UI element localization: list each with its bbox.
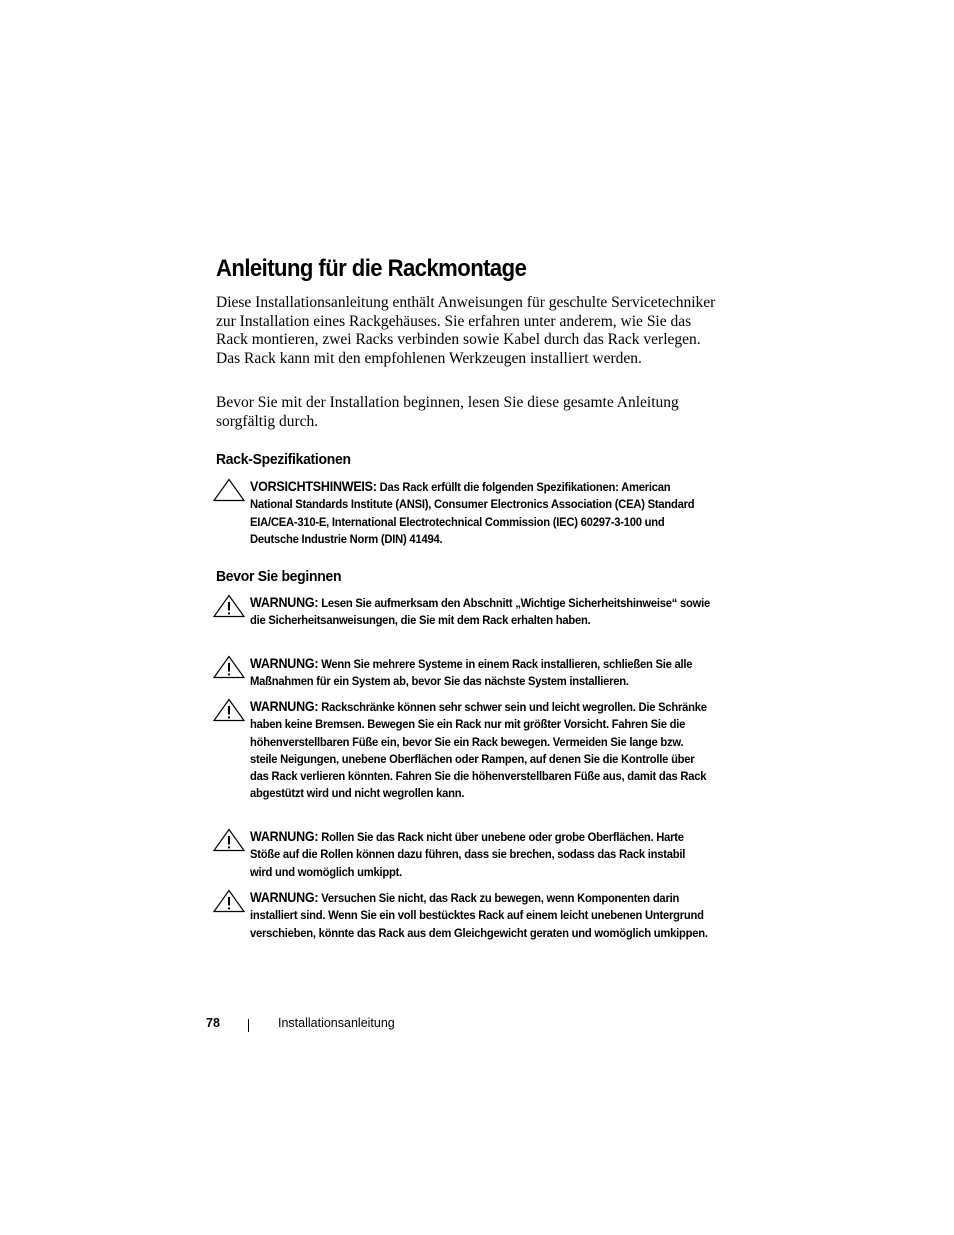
warning-body: Lesen Sie aufmerksam den Abschnitt „Wichtige Sicherheitshinweise“ sowie die Sicherheitsanweisungen, die Sie mit dem Rack erhalten haben.: [250, 596, 711, 628]
caution-text: [250, 478, 710, 548]
intro-paragraph: Diese Installationsanleitung enthält Anweisungen für geschulte Servicetechniker zur Installation eines Rackgehäuses. Sie erfahren unter anderem, wie Sie das Rack montieren, zwei Racks verbinden sowie Kabel durch das Rack verlegen. Das Rack kann mit den empfohlenen Werkzeugen installiert werden.: [216, 294, 716, 367]
intro-paragraph: Bevor Sie mit der Installation beginnen, lesen Sie diese gesamte Anleitung sorgfältig durch.: [216, 394, 679, 430]
page-number: 78: [206, 1016, 220, 1030]
warning-body: Rackschränke können sehr schwer sein und leicht wegrollen. Die Schränke haben keine Bremsen. Bewegen Sie ein Rack nur mit größter Vorsicht. Fahren Sie die höhenverstellbaren Füße ein, bevor Sie ein Rack bewegen. Vermeiden Sie lange bzw. steile Neigungen, unebene Oberflächen oder Rampen, auf denen Sie die Kontrolle über das Rack verlieren könnten. Fahren Sie die höhenverstellbaren Füße aus, damit das Rack abgestützt wird und nicht wegrollen kann.: [250, 700, 707, 801]
warning-text: [250, 828, 710, 881]
warning-triangle-icon: [212, 594, 246, 618]
caution-label: VORSICHTSHINWEIS:: [250, 479, 377, 494]
warning-text: [250, 889, 710, 942]
caution-body: Das Rack erfüllt die folgenden Spezifikationen: American National Standards Institute (ANSI), Consumer Electronics Association (CEA) Standard EIA/CEA-310-E, International Electrotechnical Commission (IEC) 60297-3-100 und Deutsche Industrie Norm (DIN) 41494.: [250, 480, 695, 546]
caution-triangle-icon: [212, 478, 246, 502]
warning-triangle-icon: [212, 655, 246, 679]
footer-separator: [248, 1019, 249, 1032]
warning-text: [250, 698, 710, 803]
warning-triangle-icon: [212, 828, 246, 852]
warning-triangle-icon: [212, 889, 246, 913]
warning-body: Rollen Sie das Rack nicht über unebene oder grobe Oberflächen. Harte Stöße auf die Rollen können dazu führen, dass sie brechen, sodass das Rack instabil wird und womöglich umkippt.: [250, 830, 686, 879]
page-footer: [0, 1016, 954, 1036]
section-heading-rack-specifications: Rack-Spezifikationen: [216, 451, 351, 468]
warning-label: WARNUNG:: [250, 656, 319, 671]
warning-body: Versuchen Sie nicht, das Rack zu bewegen, wenn Komponenten darin installiert sind. Wenn Sie ein voll bestücktes Rack auf einem leicht unebenen Untergrund verschieben, könnte das Rack aus dem Gleichgewicht geraten und womöglich umkippen.: [250, 891, 708, 940]
warning-triangle-icon: [212, 698, 246, 722]
warning-label: WARNUNG:: [250, 699, 319, 714]
footer-document-title: Installationsanleitung: [278, 1016, 395, 1030]
warning-text: [250, 594, 710, 630]
warning-label: WARNUNG:: [250, 595, 319, 610]
warning-body: Wenn Sie mehrere Systeme in einem Rack installieren, schließen Sie alle Maßnahmen für ein System ab, bevor Sie das nächste System installieren.: [250, 657, 693, 689]
warning-label: WARNUNG:: [250, 890, 319, 905]
warning-label: WARNUNG:: [250, 829, 319, 844]
warning-text: [250, 655, 710, 691]
page-title: Anleitung für die Rackmontage: [216, 255, 527, 282]
section-heading-before-you-begin: Bevor Sie beginnen: [216, 568, 342, 585]
